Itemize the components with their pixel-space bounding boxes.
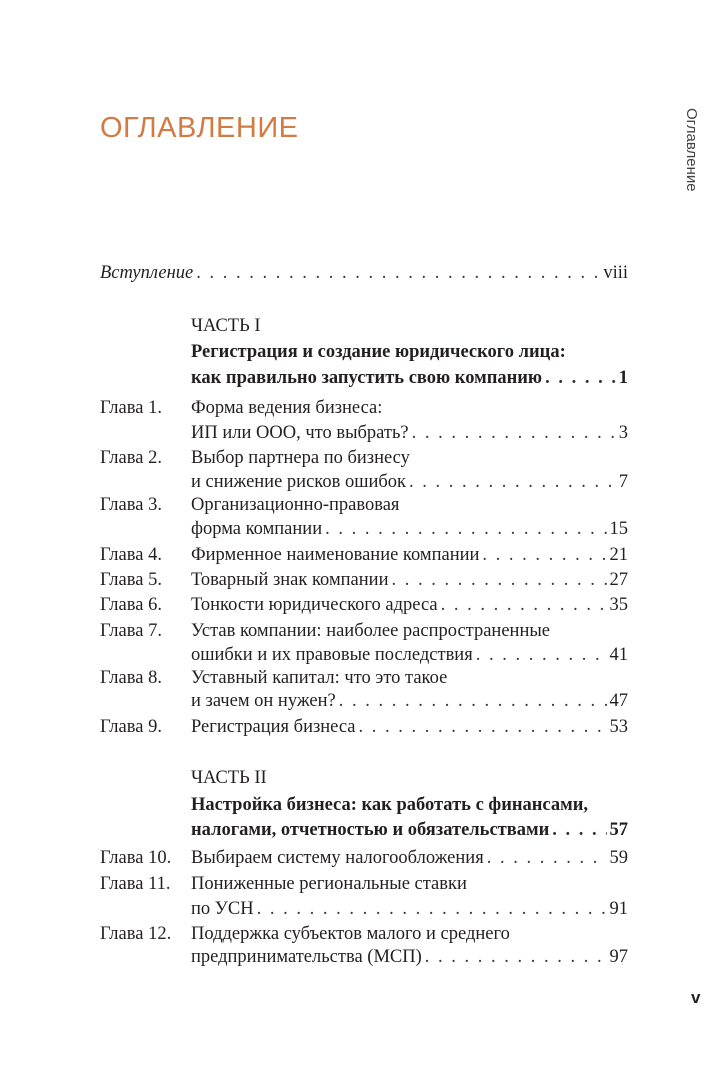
chapter-title: Товарный знак компании <box>191 570 389 590</box>
dot-leader <box>359 715 607 740</box>
chapter-title: по УСН <box>191 899 254 919</box>
part-1-label: ЧАСТЬ I <box>191 316 261 336</box>
dot-leader <box>476 643 607 668</box>
toc-entry-chapter-5[interactable] <box>0 568 727 593</box>
toc-entry-chapter-8[interactable] <box>0 666 727 691</box>
toc-page-number: 97 <box>609 947 628 967</box>
toc-entry-chapter-7[interactable] <box>0 619 727 644</box>
part-2-title-line2[interactable] <box>0 818 727 843</box>
chapter-title: и зачем он нужен? <box>191 691 336 711</box>
toc-entry-chapter-11[interactable] <box>0 872 727 897</box>
toc-entry-chapter-2[interactable] <box>0 446 727 471</box>
dot-leader <box>545 366 616 391</box>
chapter-title: Выбор партнера по бизнесу <box>191 448 410 468</box>
dot-leader <box>196 261 600 286</box>
chapter-label: Глава 4. <box>100 545 162 565</box>
toc-page-number: 1 <box>618 368 628 388</box>
part-1-title-line2[interactable] <box>0 366 727 391</box>
chapter-label: Глава 3. <box>100 495 162 515</box>
toc-entry-chapter-10[interactable] <box>0 846 727 871</box>
toc-entry-intro[interactable] <box>0 261 727 286</box>
toc-entry-title: Вступление <box>100 263 194 283</box>
chapter-title: форма компании <box>191 519 323 539</box>
toc-entry-chapter-3[interactable] <box>0 493 727 518</box>
toc-page-number: 27 <box>609 570 628 590</box>
toc-page-number: 21 <box>609 545 628 565</box>
part-title: Настройка бизнеса: как работать с финансами, <box>191 795 589 815</box>
chapter-label: Глава 2. <box>100 448 162 468</box>
chapter-title: Уставный капитал: что это такое <box>191 668 448 688</box>
toc-entry-chapter-2-cont[interactable] <box>0 470 727 495</box>
part-title: Регистрация и создание юридического лица: <box>191 342 566 362</box>
dot-leader <box>441 593 607 618</box>
dot-leader <box>552 818 606 843</box>
chapter-label: Глава 8. <box>100 668 162 688</box>
part-label <box>0 314 727 339</box>
dot-leader <box>482 543 606 568</box>
chapter-title: и снижение рисков ошибок <box>191 472 406 492</box>
toc-page-number: 3 <box>618 423 628 443</box>
toc-entry-chapter-12[interactable] <box>0 922 727 947</box>
chapter-title: Организационно-правовая <box>191 495 400 515</box>
running-head: Оглавление <box>683 108 700 192</box>
chapter-title: Поддержка субъектов малого и среднего <box>191 924 510 944</box>
toc-entry-chapter-7-cont[interactable] <box>0 643 727 668</box>
toc-page-number: 7 <box>618 472 628 492</box>
toc-entry-chapter-4[interactable] <box>0 543 727 568</box>
chapter-label: Глава 12. <box>100 924 172 944</box>
toc-entry-chapter-12-cont[interactable] <box>0 945 727 970</box>
page-title: ОГЛАВЛЕНИЕ <box>100 112 299 144</box>
part-label <box>0 766 727 791</box>
dot-leader <box>487 846 607 871</box>
chapter-title: ИП или ООО, что выбрать? <box>191 423 409 443</box>
chapter-label: Глава 1. <box>100 398 162 418</box>
dot-leader <box>391 568 606 593</box>
toc-page-number: 59 <box>609 848 628 868</box>
part-1-title-line1[interactable] <box>0 340 727 365</box>
chapter-label: Глава 11. <box>100 874 171 894</box>
part-2-label: ЧАСТЬ II <box>191 768 267 788</box>
toc-page-number: 57 <box>609 820 628 840</box>
dot-leader <box>325 517 606 542</box>
part-title: как правильно запустить свою компанию <box>191 368 543 388</box>
part-2-title-line1[interactable] <box>0 793 727 818</box>
toc-page-number: 15 <box>609 519 628 539</box>
dot-leader <box>409 470 616 495</box>
page-number: v <box>691 988 701 1007</box>
chapter-title: Выбираем систему налогообложения <box>191 848 484 868</box>
chapter-title: Пониженные региональные ставки <box>191 874 467 894</box>
toc-page-number: 35 <box>609 595 628 615</box>
chapter-label: Глава 9. <box>100 717 162 737</box>
dot-leader <box>425 945 607 970</box>
toc-page-number: viii <box>603 263 628 283</box>
toc-page-number: 47 <box>609 691 628 711</box>
chapter-title: Форма ведения бизнеса: <box>191 398 383 418</box>
chapter-label: Глава 5. <box>100 570 162 590</box>
toc-entry-chapter-11-cont[interactable] <box>0 897 727 922</box>
dot-leader <box>412 421 616 446</box>
chapter-title: Устав компании: наиболее распространенные <box>191 621 550 641</box>
toc-entry-chapter-6[interactable] <box>0 593 727 618</box>
chapter-label: Глава 6. <box>100 595 162 615</box>
toc-entry-chapter-8-cont[interactable] <box>0 689 727 714</box>
chapter-title: Тонкости юридического адреса <box>191 595 438 615</box>
toc-page-number: 53 <box>609 717 628 737</box>
dot-leader <box>339 689 607 714</box>
toc-page-number: 91 <box>609 899 628 919</box>
chapter-title: предпринимательства (МСП) <box>191 947 422 967</box>
toc-entry-chapter-1[interactable] <box>0 396 727 421</box>
toc-entry-chapter-3-cont[interactable] <box>0 517 727 542</box>
chapter-label: Глава 7. <box>100 621 162 641</box>
toc-entry-chapter-1-cont[interactable] <box>0 421 727 446</box>
toc-page-number: 41 <box>609 645 628 665</box>
part-title: налогами, отчетностью и обязательствами <box>191 820 550 840</box>
chapter-title: ошибки и их правовые последствия <box>191 645 473 665</box>
toc-entry-chapter-9[interactable] <box>0 715 727 740</box>
dot-leader <box>257 897 607 922</box>
chapter-label: Глава 10. <box>100 848 172 868</box>
chapter-title: Регистрация бизнеса <box>191 717 356 737</box>
chapter-title: Фирменное наименование компании <box>191 545 480 565</box>
